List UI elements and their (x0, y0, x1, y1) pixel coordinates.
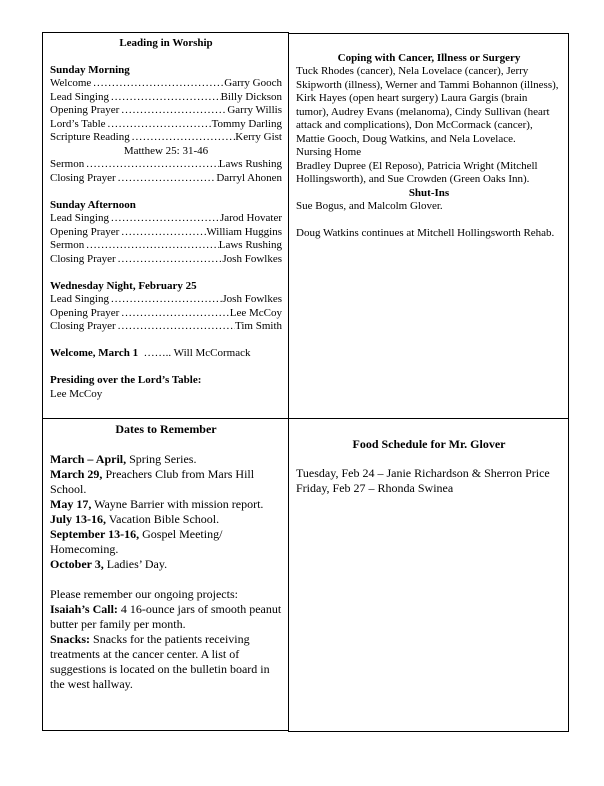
project-item: Isaiah’s Call: 4 16-ounce jars of smooth peanut butter per family per month. (50, 602, 282, 631)
worship-row: Closing Prayer ..... Darryl Ahonen (50, 172, 282, 186)
worship-title: Leading in Worship (119, 37, 213, 49)
worship-row: Closing Prayer ..... Tim Smith (50, 320, 282, 334)
worship-row: Lead Singing ..... Jarod Hovater (50, 212, 282, 226)
wednesday-heading: Wednesday Night, February 25 (50, 279, 197, 292)
worship-row: Opening Prayer ..... Lee McCoy (50, 307, 282, 321)
coping-title: Coping with Cancer, Illness or Surgery (337, 52, 521, 64)
worship-row: Lord’s Table ..... Tommy Darling (50, 118, 282, 132)
worship-row: Sermon ..... Laws Rushing (50, 158, 282, 172)
sunday-morning-heading: Sunday Morning (50, 63, 130, 76)
date-item: March 29, Preachers Club from Mars Hill School. (50, 467, 255, 496)
date-item: September 13-16, Gospel Meeting/ Homecoming. (50, 527, 223, 556)
food-entry: Tuesday, Feb 24 – Janie Richardson & Sherron Price (296, 466, 550, 480)
project-item: Snacks: Snacks for the patients receiving treatments at the cancer center. A list of suggestions is located on the bulletin board in the west hallway. (50, 632, 270, 691)
worship-row: Lead Singing ..... Josh Fowlkes (50, 293, 282, 307)
date-item: July 13-16, Vacation Bible School. (50, 512, 220, 526)
scripture-reference: Matthew 25: 31-46 (123, 144, 209, 157)
nursing-home-label: Nursing Home (296, 146, 362, 158)
coping-box (288, 33, 569, 419)
worship-row: Opening Prayer ..... William Huggins (50, 226, 282, 240)
projects-intro: Please remember our ongoing projects: (50, 587, 238, 601)
shut-ins-title: Shut-Ins (408, 186, 450, 199)
presiding-name: Lee McCoy (50, 387, 103, 400)
worship-row: Scripture Reading ..... Kerry Gist (50, 131, 282, 145)
dates-box (42, 418, 289, 731)
shut-ins-list: Sue Bogus, and Malcolm Glover. (296, 199, 443, 212)
date-item: May 17, Wayne Barrier with mission report. (50, 497, 264, 511)
date-item: March – April, Spring Series. (50, 452, 197, 466)
sunday-afternoon-heading: Sunday Afternoon (50, 198, 136, 211)
worship-row: Sermon ..... Laws Rushing (50, 239, 282, 253)
leading-in-worship-box (42, 32, 289, 426)
worship-row: Welcome ..... Garry Gooch (50, 77, 282, 91)
date-item: October 3, Ladies’ Day. (50, 557, 168, 571)
presiding-heading: Presiding over the Lord’s Table: (50, 374, 202, 386)
welcome-march-row: Welcome, March 1 …….. Will McCormack (50, 347, 251, 359)
dates-title: Dates to Remember (115, 422, 217, 436)
coping-note: Doug Watkins continues at Mitchell Hollingsworth Rehab. (296, 226, 555, 239)
worship-row: Opening Prayer ..... Garry Willis (50, 104, 282, 118)
worship-row: Closing Prayer ..... Josh Fowlkes (50, 253, 282, 267)
food-entry: Friday, Feb 27 – Rhonda Swinea (296, 480, 454, 495)
worship-row: Lead Singing ..... Billy Dickson (50, 91, 282, 105)
nursing-home-list: Bradley Dupree (El Reposo), Patricia Wright (Mitchell Hollingsworth), and Sue Crowden (Green Oaks Inn). (296, 159, 538, 185)
food-title: Food Schedule for Mr. Glover (352, 437, 506, 451)
coping-list: Tuck Rhodes (cancer), Nela Lovelace (cancer), Jerry Skipworth (illness), Werner and Tammi Bohannon (illness), Kirk Hayes (open heart surgery) Laura Gargis (brain tumor), Audrey Evans (melanoma), Cindy Sullivan (heart attack and complications), Don McCormack (cancer), Mattie Gooch, Doug Watkins, and Nela Lovelace. (296, 65, 559, 145)
food-schedule-box (288, 418, 569, 732)
